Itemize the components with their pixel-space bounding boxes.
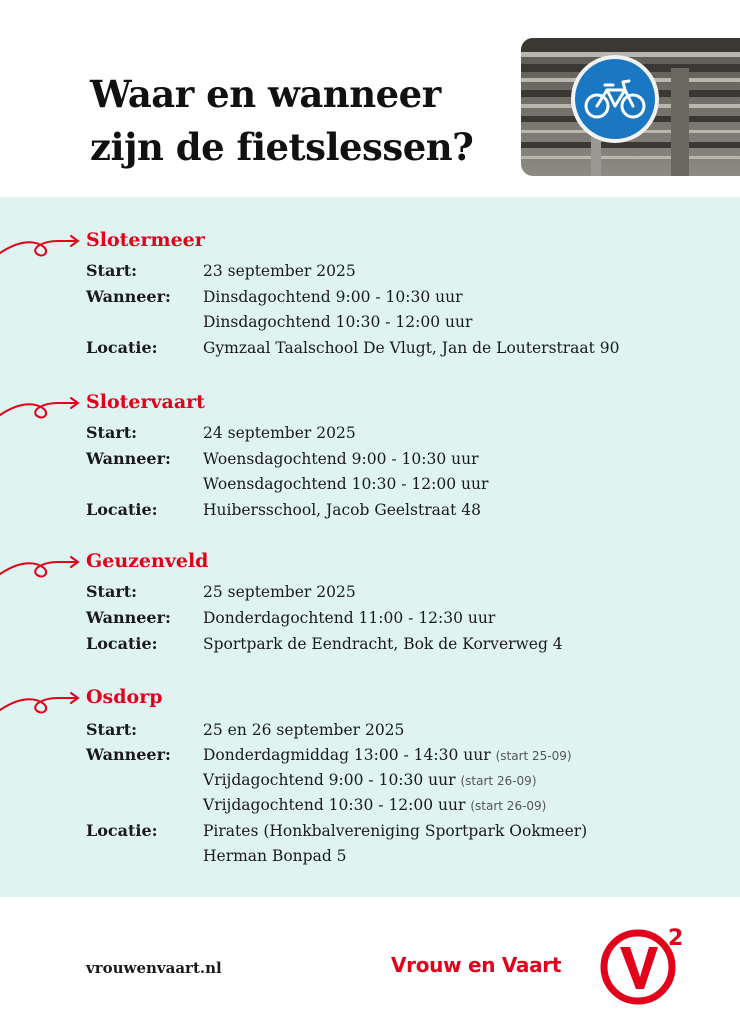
start-value: 23 september 2025 xyxy=(203,262,356,280)
locatie-value: Gymzaal Taalschool De Vlugt, Jan de Louterstraat 90 xyxy=(203,339,620,357)
time-slot-text: Vrijdagochtend 10:30 - 12:00 uur xyxy=(203,796,466,814)
title-line-2: zijn de fietslessen? xyxy=(90,125,474,169)
locatie-value: Pirates (Honkbalvereniging Sportpark Ookmeer) xyxy=(203,822,588,840)
time-slot: Woensdagochtend 9:00 - 10:30 uur xyxy=(203,450,479,468)
page-title xyxy=(90,68,473,174)
wanneer-label: Wanneer: xyxy=(86,449,171,468)
locatie-row xyxy=(86,338,726,364)
header xyxy=(0,0,740,197)
wanneer-row xyxy=(86,287,726,313)
locatie-row xyxy=(86,634,726,660)
logo-superscript: 2 xyxy=(668,926,684,951)
time-slot: Dinsdagochtend 9:00 - 10:30 uur xyxy=(203,288,463,306)
start-row xyxy=(86,582,726,608)
website-link[interactable]: vrouwenvaart.nl xyxy=(86,959,222,977)
locatie-label: Locatie: xyxy=(86,821,158,840)
time-slot xyxy=(203,795,546,816)
locatie-label: Locatie: xyxy=(86,338,158,357)
red-arrow-icon xyxy=(0,548,84,588)
locatie-value: Huibersschool, Jacob Geelstraat 48 xyxy=(203,501,481,519)
location-name: Osdorp xyxy=(86,686,163,708)
start-label: Start: xyxy=(86,423,138,442)
locatie-value: Herman Bonpad 5 xyxy=(203,847,347,865)
red-arrow-icon xyxy=(0,389,84,429)
wanneer-row xyxy=(86,770,726,796)
start-value: 25 september 2025 xyxy=(203,583,356,601)
locatie-value: Sportpark de Eendracht, Bok de Korverweg 4 xyxy=(203,635,563,653)
wanneer-label: Wanneer: xyxy=(86,287,171,306)
locatie-row xyxy=(86,500,726,526)
start-label: Start: xyxy=(86,261,138,280)
start-note: (start 25-09) xyxy=(495,749,572,763)
wanneer-row xyxy=(86,449,726,475)
start-row xyxy=(86,720,726,746)
start-value: 24 september 2025 xyxy=(203,424,356,442)
wanneer-row xyxy=(86,312,726,338)
time-slot-text: Vrijdagochtend 9:00 - 10:30 uur xyxy=(203,771,456,789)
time-slot: Dinsdagochtend 10:30 - 12:00 uur xyxy=(203,313,473,331)
location-name: Slotervaart xyxy=(86,391,205,413)
locatie-row xyxy=(86,846,726,872)
start-note: (start 26-09) xyxy=(460,774,537,788)
time-slot xyxy=(203,770,537,791)
footer xyxy=(0,897,740,1024)
wanneer-row xyxy=(86,795,726,821)
wanneer-row xyxy=(86,745,726,771)
location-name: Slotermeer xyxy=(86,229,205,251)
start-row xyxy=(86,261,726,287)
locatie-label: Locatie: xyxy=(86,634,158,653)
red-arrow-icon xyxy=(0,227,84,267)
bicycle-sign-icon xyxy=(521,38,740,176)
brand-name: Vrouw en Vaart xyxy=(391,953,562,977)
time-slot xyxy=(203,745,572,766)
wanneer-label: Wanneer: xyxy=(86,745,171,764)
location-name: Geuzenveld xyxy=(86,550,209,572)
start-label: Start: xyxy=(86,720,138,739)
start-label: Start: xyxy=(86,582,138,601)
wanneer-label: Wanneer: xyxy=(86,608,171,627)
start-note: (start 26-09) xyxy=(470,799,547,813)
red-arrow-icon xyxy=(0,684,84,724)
start-row xyxy=(86,423,726,449)
vrouw-en-vaart-logo-icon xyxy=(596,919,686,1009)
locatie-label: Locatie: xyxy=(86,500,158,519)
wanneer-row xyxy=(86,474,726,500)
start-value: 25 en 26 september 2025 xyxy=(203,721,405,739)
wanneer-row xyxy=(86,608,726,634)
bicycle-sign-photo xyxy=(521,38,740,176)
locatie-row xyxy=(86,821,726,847)
time-slot: Donderdagochtend 11:00 - 12:30 uur xyxy=(203,609,496,627)
time-slot-text: Donderdagmiddag 13:00 - 14:30 uur xyxy=(203,746,491,764)
schedule-panel xyxy=(0,197,740,897)
time-slot: Woensdagochtend 10:30 - 12:00 uur xyxy=(203,475,489,493)
title-line-1: Waar en wanneer xyxy=(90,72,441,116)
